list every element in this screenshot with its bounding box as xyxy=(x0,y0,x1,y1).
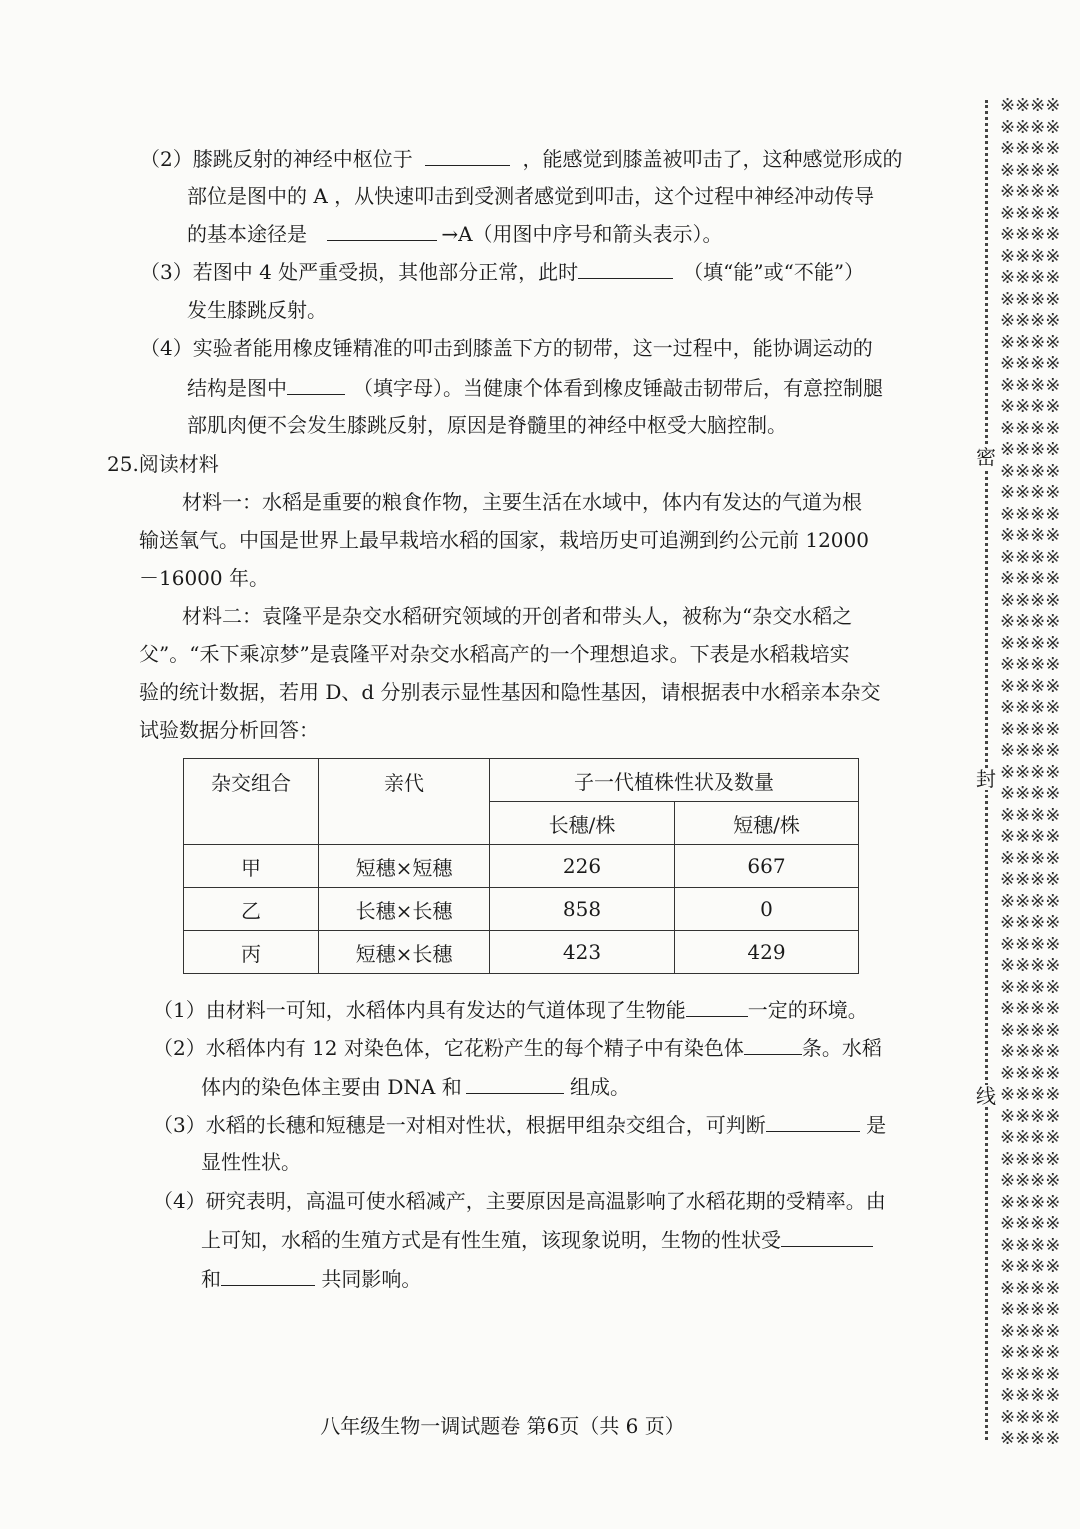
text: （2）膝跳反射的神经中枢位于 xyxy=(140,147,413,171)
q25-heading: 25.阅读材料 xyxy=(107,452,219,476)
q24-part2-line2: 部位是图中的 A ，从快速叩击到受测者感觉到叩击，这个过程中神经冲动传导 xyxy=(187,184,875,208)
text: （1）由材料一可知，水稻体内具有发达的气道体现了生物能 xyxy=(153,998,686,1022)
answer-blank[interactable] xyxy=(287,372,345,395)
cell-parent: 长穗×长穗 xyxy=(319,888,490,931)
answer-blank[interactable] xyxy=(744,1032,802,1055)
q25-material2-line2: 父”。“禾下乘凉梦”是袁隆平对杂交水稻高产的一个理想追求。下表是水稻栽培实 xyxy=(139,642,850,666)
cross-experiment-table xyxy=(183,758,859,974)
header-offspring: 子一代植株性状及数量 xyxy=(490,759,859,802)
cell-long: 423 xyxy=(490,931,675,974)
answer-blank[interactable] xyxy=(221,1263,315,1286)
text: 体内的染色体主要由 DNA 和 xyxy=(201,1075,462,1099)
q24-part2-line3 xyxy=(187,218,723,249)
answer-blank[interactable] xyxy=(578,256,673,279)
header-parents: 亲代 xyxy=(319,759,490,845)
q25-material2-line3: 验的统计数据，若用 D、d 分别表示显性基因和隐性基因，请根据表中水稻亲本杂交 xyxy=(139,680,881,704)
q25-material2-line4: 试验数据分析回答： xyxy=(139,718,319,742)
page-footer: 八年级生物一调试题卷 第6页（共 6 页） xyxy=(320,1414,685,1438)
q24-part3-line2: 发生膝跳反射。 xyxy=(187,298,327,322)
q24-part3-line1 xyxy=(140,256,864,287)
q25-answer4-line3 xyxy=(201,1263,421,1294)
seal-mark-bottom: 线 xyxy=(976,1084,996,1108)
q25-answer4-line2 xyxy=(201,1224,873,1255)
cell-long: 858 xyxy=(490,888,675,931)
cell-short: 667 xyxy=(675,845,859,888)
cell-combo: 乙 xyxy=(184,888,319,931)
text: （2）水稻体内有 12 对染色体，它花粉产生的每个精子中有染色体 xyxy=(153,1036,744,1060)
binding-pattern: ※※※※ ※※※※ ※※※※ ※※※※ ※※※※ ※※※※ ※※※※ ※※※※ ※※※※ ※※※※ ※※※※ ※※※※ ※※※※ ※※※※ ※※※※ ※※※※ ※※※※ ※※※※ ※※※※ ※※※※ ※※※※ ※※※※ ※※※※ ※※※※ ※※※※ ※※※※ ※※※※ ※※※※ ※※※※ ※※※※ ※※※※ ※※※※ ※※※※ ※※※※ ※※※※ ※※※※ ※※※※ ※※※※ ※※※※ ※※※※ ※※※※ ※※※※ ※※※※ ※※※※ ※※※※ ※※※※ ※※※※ ※※※※ ※※※※ ※※※※ ※※※※ ※※※※ ※※※※ ※※※※ ※※※※ ※※※※ ※※※※ ※※※※ ※※※※ ※※※※ ※※※※ ※※※※ ※※※※ xyxy=(1000,95,1061,1445)
table-row xyxy=(184,845,859,888)
q25-answer2-line1 xyxy=(153,1032,882,1063)
q25-material1-line2: 输送氧气。中国是世界上最早栽培水稻的国家，栽培历史可追溯到约公元前 12000 xyxy=(139,528,869,552)
cell-parent: 短穗×短穗 xyxy=(319,845,490,888)
table-row xyxy=(184,931,859,974)
q25-answer4-line1: （4）研究表明，高温可使水稻减产，主要原因是高温影响了水稻花期的受精率。由 xyxy=(153,1189,886,1213)
header-short-ear: 短穗/株 xyxy=(675,802,859,845)
seal-mark-top: 密 xyxy=(976,445,996,469)
text: 条。水稻 xyxy=(801,1036,882,1060)
seal-mark-middle: 封 xyxy=(976,767,996,791)
q25-material2-line1: 材料二：袁隆平是杂交水稻研究领域的开创者和带头人，被称为“杂交水稻之 xyxy=(182,604,853,628)
q24-part4-line3: 部肌肉便不会发生膝跳反射，原因是脊髓里的神经中枢受大脑控制。 xyxy=(187,413,787,437)
q24-part4-line2 xyxy=(187,372,883,403)
text: ，能感觉到膝盖被叩击了，这种感觉形成的 xyxy=(522,147,903,171)
text: 上可知，水稻的生殖方式是有性生殖，该现象说明，生物的性状受 xyxy=(201,1228,781,1252)
cell-short: 429 xyxy=(675,931,859,974)
cell-combo: 甲 xyxy=(184,845,319,888)
text: 共同影响。 xyxy=(315,1267,422,1291)
answer-blank[interactable] xyxy=(327,218,437,241)
header-cross-combo: 杂交组合 xyxy=(184,759,319,845)
text: 的基本途径是 xyxy=(187,222,307,246)
q25-material1-line3: －16000 年。 xyxy=(139,566,269,590)
q25-answer3-line2: 显性性状。 xyxy=(201,1150,301,1174)
text: （填“能”或“不能”） xyxy=(683,260,865,284)
q25-answer2-line2 xyxy=(201,1071,630,1102)
q25-answer3-line1 xyxy=(153,1109,886,1140)
q24-part4-line1: （4）实验者能用橡皮锤精准的叩击到膝盖下方的韧带，这一过程中，能协调运动的 xyxy=(140,336,873,360)
text: （3）水稻的长穗和短穗是一对相对性状，根据甲组杂交组合，可判断 xyxy=(153,1113,766,1137)
text: （3）若图中 4 处严重受损，其他部分正常，此时 xyxy=(140,260,579,284)
answer-blank[interactable] xyxy=(425,143,510,166)
text: →A（用图中序号和箭头表示）。 xyxy=(441,222,723,246)
cell-long: 226 xyxy=(490,845,675,888)
text: 结构是图中 xyxy=(187,376,287,400)
q25-answer1 xyxy=(153,994,868,1025)
answer-blank[interactable] xyxy=(466,1071,564,1094)
table-row xyxy=(184,888,859,931)
text: 组成。 xyxy=(563,1075,631,1099)
cell-combo: 丙 xyxy=(184,931,319,974)
text: （填字母）。当健康个体看到橡皮锤敲击韧带后，有意控制腿 xyxy=(353,376,883,400)
header-long-ear: 长穗/株 xyxy=(490,802,675,845)
cell-short: 0 xyxy=(675,888,859,931)
answer-blank[interactable] xyxy=(781,1224,873,1247)
q25-material1-line1: 材料一：水稻是重要的粮食作物，主要生活在水域中，体内有发达的气道为根 xyxy=(182,490,862,514)
q24-part2-line1 xyxy=(140,143,902,174)
text: 是 xyxy=(859,1113,887,1137)
text: 一定的环境。 xyxy=(747,998,868,1022)
answer-blank[interactable] xyxy=(766,1109,860,1132)
cell-parent: 短穗×长穗 xyxy=(319,931,490,974)
text: 和 xyxy=(201,1267,221,1291)
answer-blank[interactable] xyxy=(686,994,748,1017)
